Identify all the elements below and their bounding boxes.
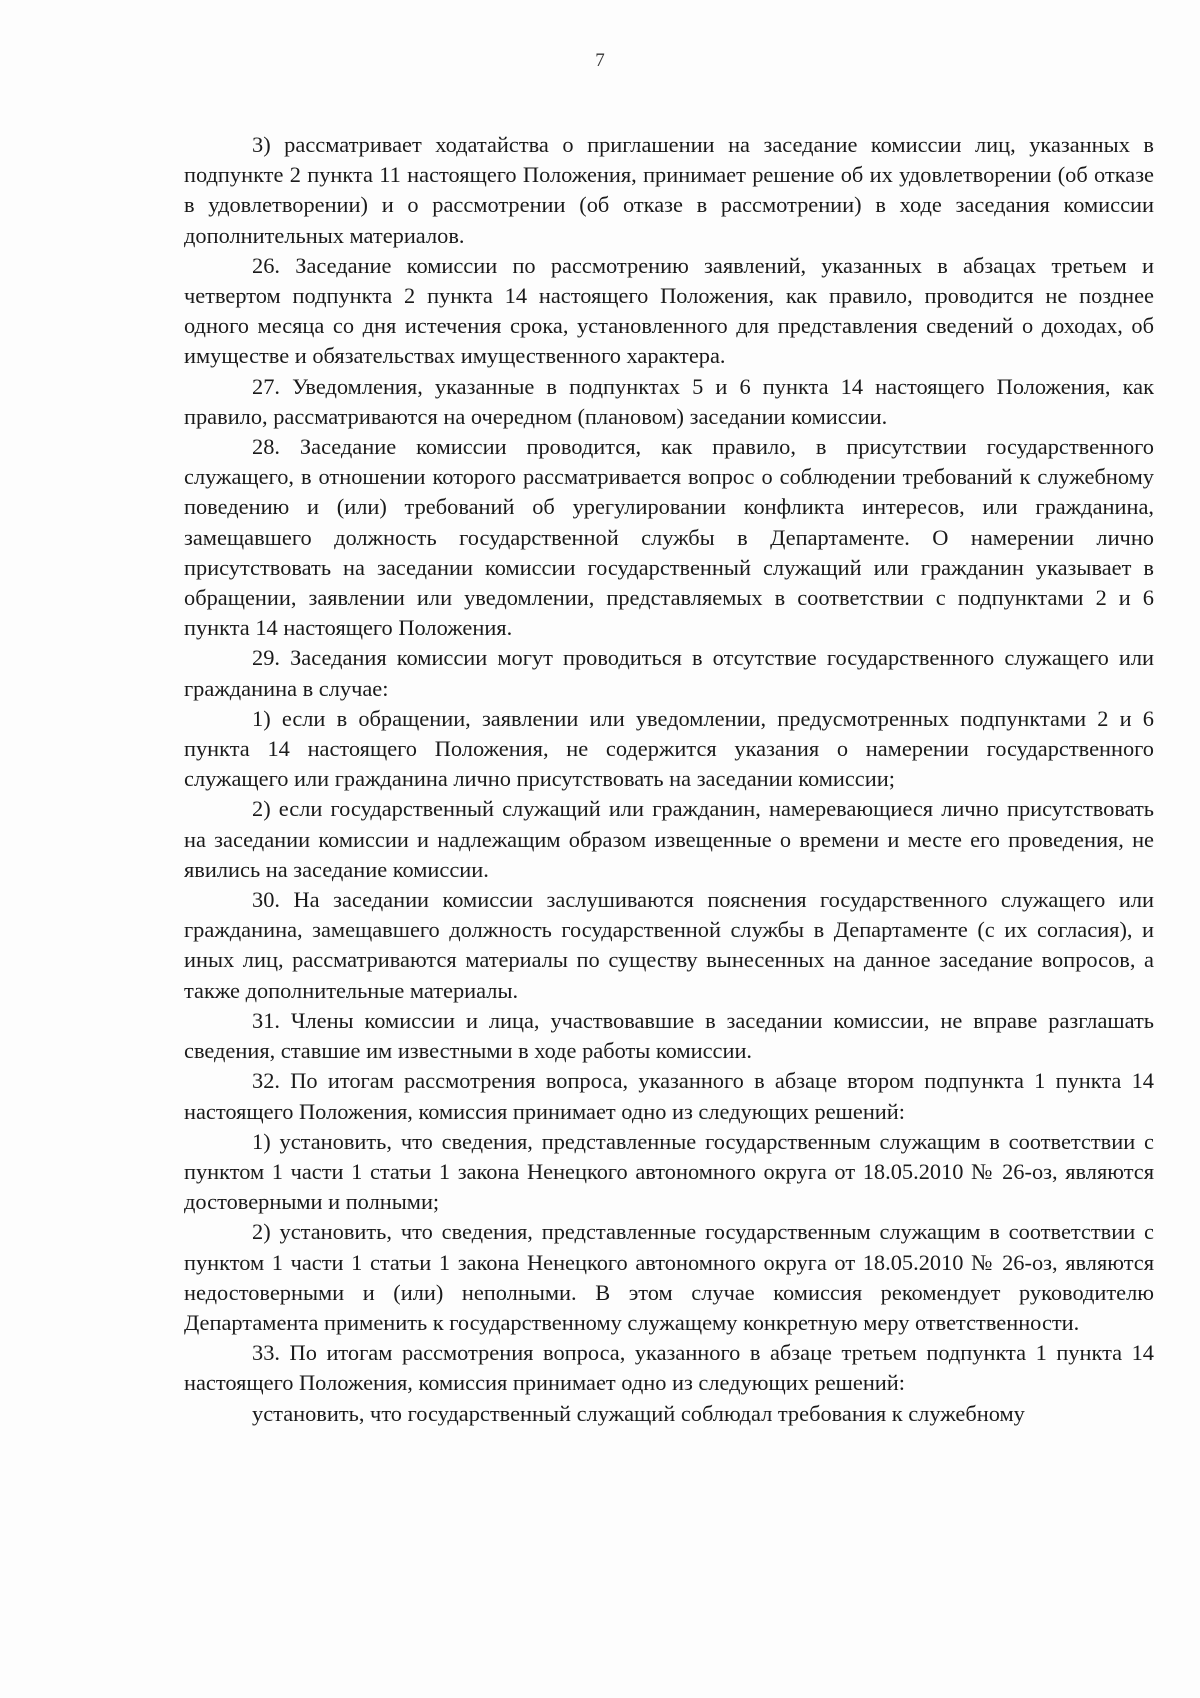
paragraph-29-subitem-1: 1) если в обращении, заявлении или уведомлении, предусмотренных подпунктами 2 и 6 пункта 14 настоящего Положения, не содержится указания о намерении государственного служащего или гражданина лично присутствовать на заседании комиссии; (184, 705, 1154, 792)
paragraph-32-subitem-2: 2) установить, что сведения, представленные государственным служащим в соответствии с пунктом 1 части 1 статьи 1 закона Ненецкого автономного округа от 18.05.2010 № 26-оз, являются недостоверными и (или) неполными. В этом случае комиссия рекомендует руководителю Департамента применить к государственному служащему конкретную меру ответственности. (184, 1219, 1154, 1335)
paragraph-33-decisions: 33. По итогам рассмотрения вопроса, указанного в абзаце третьем подпункта 1 пункта 14 настоящего Положения, комиссия принимает одно из следующих решений: (184, 1340, 1154, 1396)
page-number: 7 (595, 50, 605, 71)
paragraph-32-subitem-1: 1) установить, что сведения, представленные государственным служащим в соответствии с пунктом 1 части 1 статьи 1 закона Ненецкого автономного округа от 18.05.2010 № 26-оз, являются достоверными и полными; (184, 1128, 1154, 1215)
paragraph-32-decisions: 32. По итогам рассмотрения вопроса, указанного в абзаце втором подпункта 1 пункта 14 настоящего Положения, комиссия принимает одно из следующих решений: (184, 1068, 1154, 1124)
paragraph-28-meeting-attendance: 28. Заседание комиссии проводится, как правило, в присутствии государственного служащего, в отношении которого рассматривается вопрос о соблюдении требований к служебному поведению и (или) требований об урегулировании конфликта интересов, или гражданина, замещавшего должность государственной службы в Департаменте. О намерении лично присутствовать на заседании комиссии государственный служащий или гражданин указывает в обращении, заявлении или уведомлении, представляемых в соответствии с подпунктами 2 и 6 пункта 14 настоящего Положения. (184, 434, 1154, 641)
paragraph-31-confidentiality: 31. Члены комиссии и лица, участвовавшие в заседании комиссии, не вправе разглашать сведения, ставшие им известными в ходе работы комиссии. (184, 1007, 1154, 1064)
paragraph-29-meeting-in-absence: 29. Заседания комиссии могут проводиться в отсутствие государственного служащего или гражданина в случае: (184, 645, 1154, 701)
paragraph-30-explanations: 30. На заседании комиссии заслушиваются пояснения государственного служащего или гражданина, замещавшего должность государственной службы в Департаменте (с их согласия), и иных лиц, рассматриваются материалы по существу вынесенных на данное заседание вопросов, а также дополнительные материалы. (184, 887, 1154, 1003)
paragraph-29-subitem-2: 2) если государственный служащий или гражданин, намеревающиеся лично присутствовать на заседании комиссии и надлежащим образом извещенные о времени и месте его проведения, не явились на заседание комиссии. (184, 796, 1154, 882)
paragraph-27-notifications: 27. Уведомления, указанные в подпунктах 5 и 6 пункта 14 настоящего Положения, как правило, рассматриваются на очередном (плановом) заседании комиссии. (184, 373, 1154, 429)
document-body (184, 130, 1154, 1429)
paragraph-33-continued: установить, что государственный служащий соблюдал требования к служебному (252, 1400, 1025, 1426)
paragraph-item-3-considers-petitions: 3) рассматривает ходатайства о приглашении на заседание комиссии лиц, указанных в подпункте 2 пункта 11 настоящего Положения, принимает решение об их удовлетворении (об отказе в удовлетворении) и о рассмотрении (об отказе в рассмотрении) в ходе заседания комиссии дополнительных материалов. (184, 132, 1154, 248)
paragraph-26-meeting-on-applications: 26. Заседание комиссии по рассмотрению заявлений, указанных в абзацах третьем и четвертом подпункта 2 пункта 14 настоящего Положения, как правило, проводится не позднее одного месяца со дня истечения срока, установленного для представления сведений о доходах, об имуществе и обязательствах имущественного характера. (184, 252, 1154, 369)
